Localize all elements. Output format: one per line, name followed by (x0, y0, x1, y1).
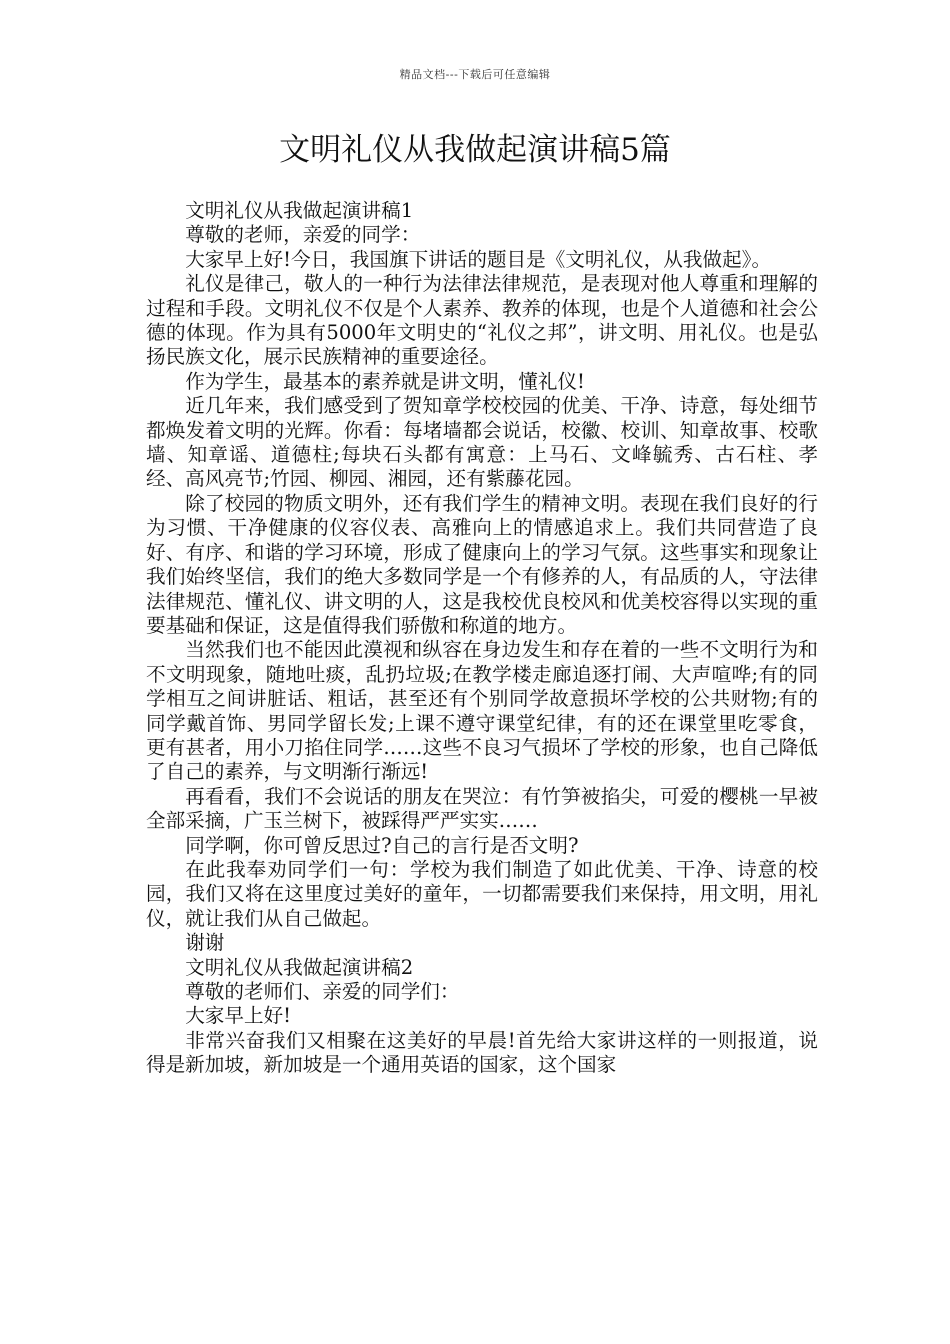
paragraph: 再看看，我们不会说话的朋友在哭泣：有竹笋被掐尖，可爱的樱桃一早被全部采摘，广玉兰树下，被踩得严严实实…… (146, 784, 818, 833)
salutation: 尊敬的老师，亲爱的同学： (185, 223, 421, 247)
paragraph: 礼仪是律己，敬人的一种行为法律法律规范，是表现对他人尊重和理解的过程和手段。文明礼仪不仅是个人素养、教养的体现，也是个人道德和社会公德的体现。作为具有5000年文明史的“礼仪之邦”，讲文明、用礼仪。也是弘扬民族文化，展示民族精神的重要途径。 (146, 272, 818, 369)
paragraph: 除了校园的物质文明外，还有我们学生的精神文明。表现在我们良好的行为习惯、干净健康的仪容仪表、高雅向上的情感追求上。我们共同营造了良好、有序、和谐的学习环境，形成了健康向上的学习气氛。这些事实和现象让我们始终坚信，我们的绝大多数同学是一个有修养的人，有品质的人，守法律法律规范、懂礼仪、讲文明的人，这是我校优良校风和优美校容得以实现的重要基础和保证，这是值得我们骄傲和称道的地方。 (146, 491, 818, 637)
speech-heading: 文明礼仪从我做起演讲稿2 (185, 955, 414, 979)
closing: 谢谢 (185, 931, 225, 955)
paragraph: 近几年来，我们感受到了贺知章学校校园的优美、干净、诗意，每处细节都焕发着文明的光辉。你看：每堵墙都会说话，校徽、校训、知章故事、校歌墙、知章谣、道德柱;每块石头都有寓意：上马石、文峰毓秀、古石柱、孝经、高风亮节;竹园、柳园、湘园，还有紫藤花园。 (146, 394, 818, 491)
paragraph: 非常兴奋我们又相聚在这美好的早晨!首先给大家讲这样的一则报道，说得是新加坡，新加坡是一个通用英语的国家，这个国家 (146, 1028, 818, 1077)
paragraph: 作为学生，最基本的素养就是讲文明，懂礼仪! (185, 369, 585, 393)
paragraph: 当然我们也不能因此漠视和纵容在身边发生和存在着的一些不文明行为和不文明现象，随地吐痰，乱扔垃圾;在教学楼走廊追逐打闹、大声喧哗;有的同学相互之间讲脏话、粗话，甚至还有个别同学故意损坏学校的公共财物;有的同学戴首饰、男同学留长发;上课不遵守课堂纪律，有的还在课堂里吃零食，更有甚者，用小刀掐住同学……这些不良习气损坏了学校的形象，也自己降低了自己的素养，与文明渐行渐远! (146, 638, 818, 784)
document-title: 文明礼仪从我做起演讲稿5篇 (279, 132, 671, 168)
document-body (146, 199, 818, 1078)
salutation: 尊敬的老师们、亲爱的同学们： (185, 980, 460, 1003)
speech-heading: 文明礼仪从我做起演讲稿1 (185, 199, 414, 222)
paragraph: 同学啊，你可曾反思过?自己的言行是否文明? (185, 833, 579, 857)
greeting: 大家早上好! (185, 1004, 292, 1028)
paragraph: 在此我奉劝同学们一句：学校为我们制造了如此优美、干净、诗意的校园，我们又将在这里度过美好的童年，一切都需要我们来保持，用文明，用礼仪，就让我们从自己做起。 (146, 857, 818, 930)
header-note: 精品文档---下载后可任意编辑 (399, 68, 551, 81)
paragraph: 大家早上好!今日，我国旗下讲话的题目是《文明礼仪，从我做起》。 (185, 247, 772, 271)
